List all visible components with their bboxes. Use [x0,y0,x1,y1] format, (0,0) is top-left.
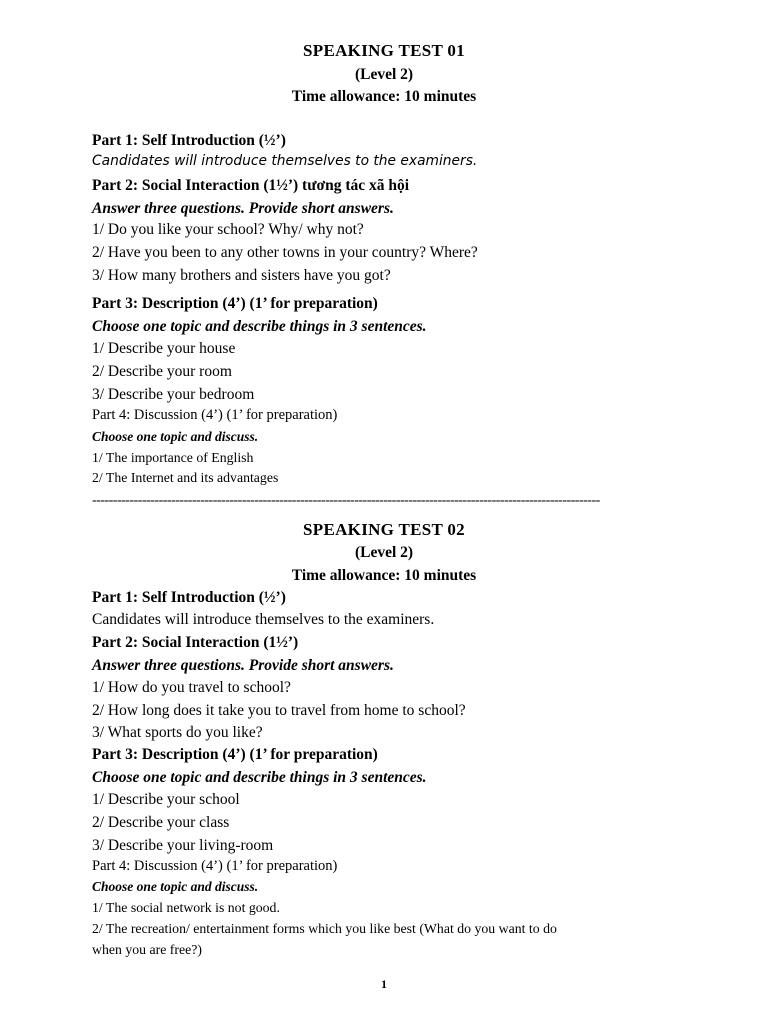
list-item: 1/ The social network is not good. [92,900,280,915]
test1-part4-heading: Part 4: Discussion (4’) (1’ for preparation) [92,407,338,423]
test1-level: (Level 2) [354,66,414,83]
test2-part3-instruction: Choose one topic and describe things in 3 sentences. [92,769,427,786]
list-item: 1/ Do you like your school? Why/ why not? [92,221,364,238]
list-item: 3/ Describe your living-room [92,837,274,854]
test2-part2-instruction: Answer three questions. Provide short answers. [92,657,394,674]
test2-title: SPEAKING TEST 02 [303,520,465,539]
test2-part1-heading: Part 1: Self Introduction (½’) [92,589,286,606]
section-divider: -------------------------------------------------------------------------------------------------------------------------- [92,493,600,508]
test2-part4-instruction: Choose one topic and discuss. [92,879,259,894]
test2-part4-heading: Part 4: Discussion (4’) (1’ for preparation) [92,858,338,874]
list-item: 2/ The recreation/ entertainment forms which you like best (What do you want to do [92,921,557,936]
test1-part3-heading: Part 3: Description (4’) (1’ for preparation) [92,295,378,312]
test2-part2-heading: Part 2: Social Interaction (1½’) [92,634,299,651]
list-item: 2/ The Internet and its advantages [92,470,279,485]
test2-level: (Level 2) [354,544,414,561]
test2-part3-heading: Part 3: Description (4’) (1’ for preparation) [92,746,378,763]
test1-part2-instruction: Answer three questions. Provide short answers. [92,200,394,217]
list-item: 2/ Have you been to any other towns in your country? Where? [92,244,478,261]
list-item: 3/ Describe your bedroom [92,386,255,403]
page-number: 1 [381,977,387,991]
list-item: 2/ How long does it take you to travel from home to school? [92,702,466,719]
test1-part4-instruction: Choose one topic and discuss. [92,429,259,444]
test2-time-allowance: Time allowance: 10 minutes [291,567,477,584]
list-item: 1/ Describe your house [92,340,236,357]
test1-part2-heading: Part 2: Social Interaction (1½’) tương tác xã hội [92,177,410,194]
test2-part1-instruction: Candidates will introduce themselves to the examiners. [92,611,435,628]
test1-part3-instruction: Choose one topic and describe things in 3 sentences. [92,318,427,335]
list-item: 2/ Describe your class [92,814,230,831]
test1-time-allowance: Time allowance: 10 minutes [291,88,477,105]
list-item: 1/ Describe your school [92,791,240,808]
list-item: when you are free?) [92,942,202,957]
list-item: 1/ The importance of English [92,450,254,465]
test1-title: SPEAKING TEST 01 [303,41,465,60]
list-item: 3/ What sports do you like? [92,724,263,741]
list-item: 2/ Describe your room [92,363,232,380]
test1-part1-heading: Part 1: Self Introduction (½’) [92,132,286,149]
test1-part1-instruction: Candidates will introduce themselves to the examiners. [92,153,478,169]
list-item: 3/ How many brothers and sisters have you got? [92,267,391,284]
list-item: 1/ How do you travel to school? [92,679,291,696]
